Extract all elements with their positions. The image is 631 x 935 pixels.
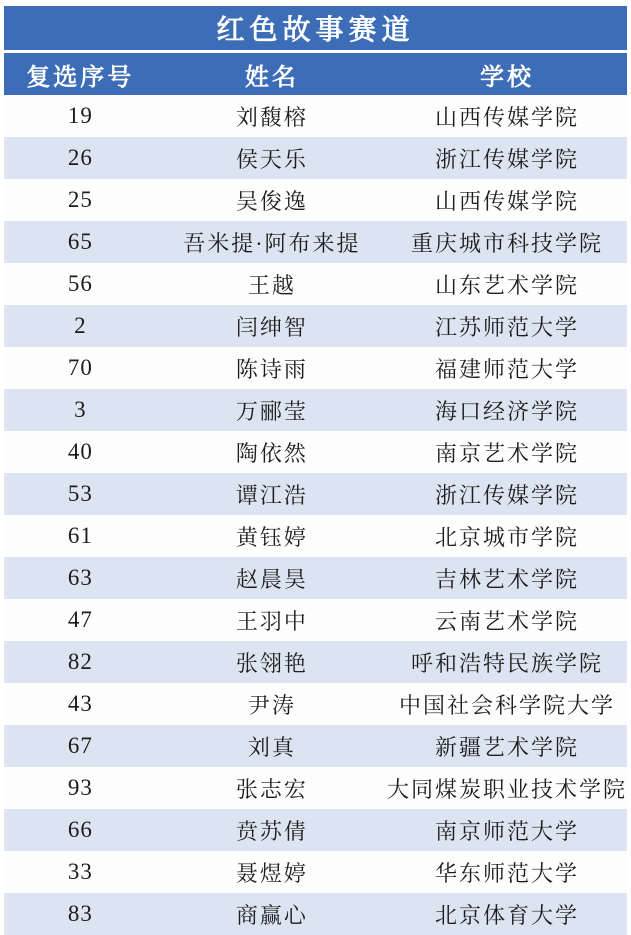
cell-no: 93 xyxy=(67,775,93,800)
cell-no: 67 xyxy=(67,733,93,758)
cell-name: 聂煜婷 xyxy=(235,860,308,886)
cell-school: 重庆城市科技学院 xyxy=(411,230,604,256)
table-row xyxy=(4,515,627,557)
cell-name: 陶依然 xyxy=(235,440,308,466)
cell-school: 山西传媒学院 xyxy=(435,104,580,130)
cell-name: 吾米提·阿布来提 xyxy=(183,230,361,256)
cell-no: 65 xyxy=(67,229,93,254)
cell-school: 浙江传媒学院 xyxy=(435,482,580,508)
cell-school: 云南艺术学院 xyxy=(435,608,580,634)
cell-school: 中国社会科学院大学 xyxy=(399,692,616,718)
cell-name: 贲苏倩 xyxy=(235,818,308,844)
cell-name: 张志宏 xyxy=(235,776,308,802)
cell-school: 海口经济学院 xyxy=(435,398,580,424)
table-row xyxy=(4,179,627,221)
cell-name: 商赢心 xyxy=(235,902,308,928)
table-row xyxy=(4,431,627,473)
cell-school: 山东艺术学院 xyxy=(435,272,580,298)
table-row xyxy=(4,137,627,179)
cell-name: 黄钰婷 xyxy=(235,524,308,550)
cell-no: 63 xyxy=(67,565,93,590)
table-row xyxy=(4,305,627,347)
cell-name: 陈诗雨 xyxy=(235,356,308,382)
table-row xyxy=(4,263,627,305)
cell-name: 刘馥榕 xyxy=(235,104,308,130)
table-row xyxy=(4,473,627,515)
table-row xyxy=(4,893,627,935)
cell-school: 江苏师范大学 xyxy=(435,314,580,340)
table-row xyxy=(4,809,627,851)
cell-no: 25 xyxy=(67,187,93,212)
table-row xyxy=(4,641,627,683)
cell-school: 山西传媒学院 xyxy=(435,188,580,214)
column-header-number: 复选序号 xyxy=(26,64,135,91)
cell-no: 82 xyxy=(67,649,93,674)
table-body xyxy=(4,95,627,935)
table-row xyxy=(4,389,627,431)
cell-no: 47 xyxy=(67,607,93,632)
cell-school: 呼和浩特民族学院 xyxy=(411,650,604,676)
cell-no: 33 xyxy=(67,859,93,884)
cell-school: 吉林艺术学院 xyxy=(435,566,580,592)
cell-no: 40 xyxy=(67,439,93,464)
cell-school: 大同煤炭职业技术学院 xyxy=(387,776,627,802)
table-row xyxy=(4,347,627,389)
cell-no: 53 xyxy=(67,481,93,506)
cell-school: 北京城市学院 xyxy=(435,524,580,550)
table-title-bar xyxy=(4,6,627,50)
cell-no: 83 xyxy=(67,901,93,926)
cell-no: 61 xyxy=(67,523,93,548)
cell-school: 福建师范大学 xyxy=(435,356,580,382)
cell-school: 华东师范大学 xyxy=(435,860,580,886)
cell-name: 谭江浩 xyxy=(235,482,308,508)
cell-name: 赵晨昊 xyxy=(235,566,308,592)
column-header-school: 学校 xyxy=(480,64,535,91)
table-row xyxy=(4,767,627,809)
header-row xyxy=(4,53,627,95)
cell-name: 张翎艳 xyxy=(235,650,308,676)
cell-no: 3 xyxy=(74,397,87,422)
cell-name: 王越 xyxy=(247,272,296,298)
cell-no: 2 xyxy=(74,313,87,338)
column-header-name: 姓名 xyxy=(244,64,299,91)
cell-no: 66 xyxy=(67,817,93,842)
cell-no: 43 xyxy=(67,691,93,716)
cell-no: 26 xyxy=(67,145,93,170)
cell-school: 北京体育大学 xyxy=(435,902,580,928)
cell-school: 新疆艺术学院 xyxy=(435,734,580,760)
cell-name: 王羽中 xyxy=(235,608,308,634)
table-row xyxy=(4,95,627,137)
table-row xyxy=(4,557,627,599)
cell-school: 南京师范大学 xyxy=(435,818,580,844)
table-row xyxy=(4,599,627,641)
table-title: 红色故事赛道 xyxy=(216,15,415,46)
cell-name: 吴俊逸 xyxy=(235,188,308,214)
cell-no: 56 xyxy=(67,271,93,296)
results-table xyxy=(4,6,627,935)
cell-no: 19 xyxy=(67,103,93,128)
cell-name: 闫绅智 xyxy=(235,314,308,340)
cell-name: 万郦莹 xyxy=(235,398,308,424)
table-row xyxy=(4,683,627,725)
table-row xyxy=(4,221,627,263)
cell-name: 刘真 xyxy=(247,734,296,760)
table-row xyxy=(4,725,627,767)
cell-no: 70 xyxy=(67,355,93,380)
cell-name: 尹涛 xyxy=(247,692,296,718)
cell-school: 南京艺术学院 xyxy=(435,440,580,466)
cell-name: 侯天乐 xyxy=(235,146,308,172)
table-row xyxy=(4,851,627,893)
cell-school: 浙江传媒学院 xyxy=(435,146,580,172)
